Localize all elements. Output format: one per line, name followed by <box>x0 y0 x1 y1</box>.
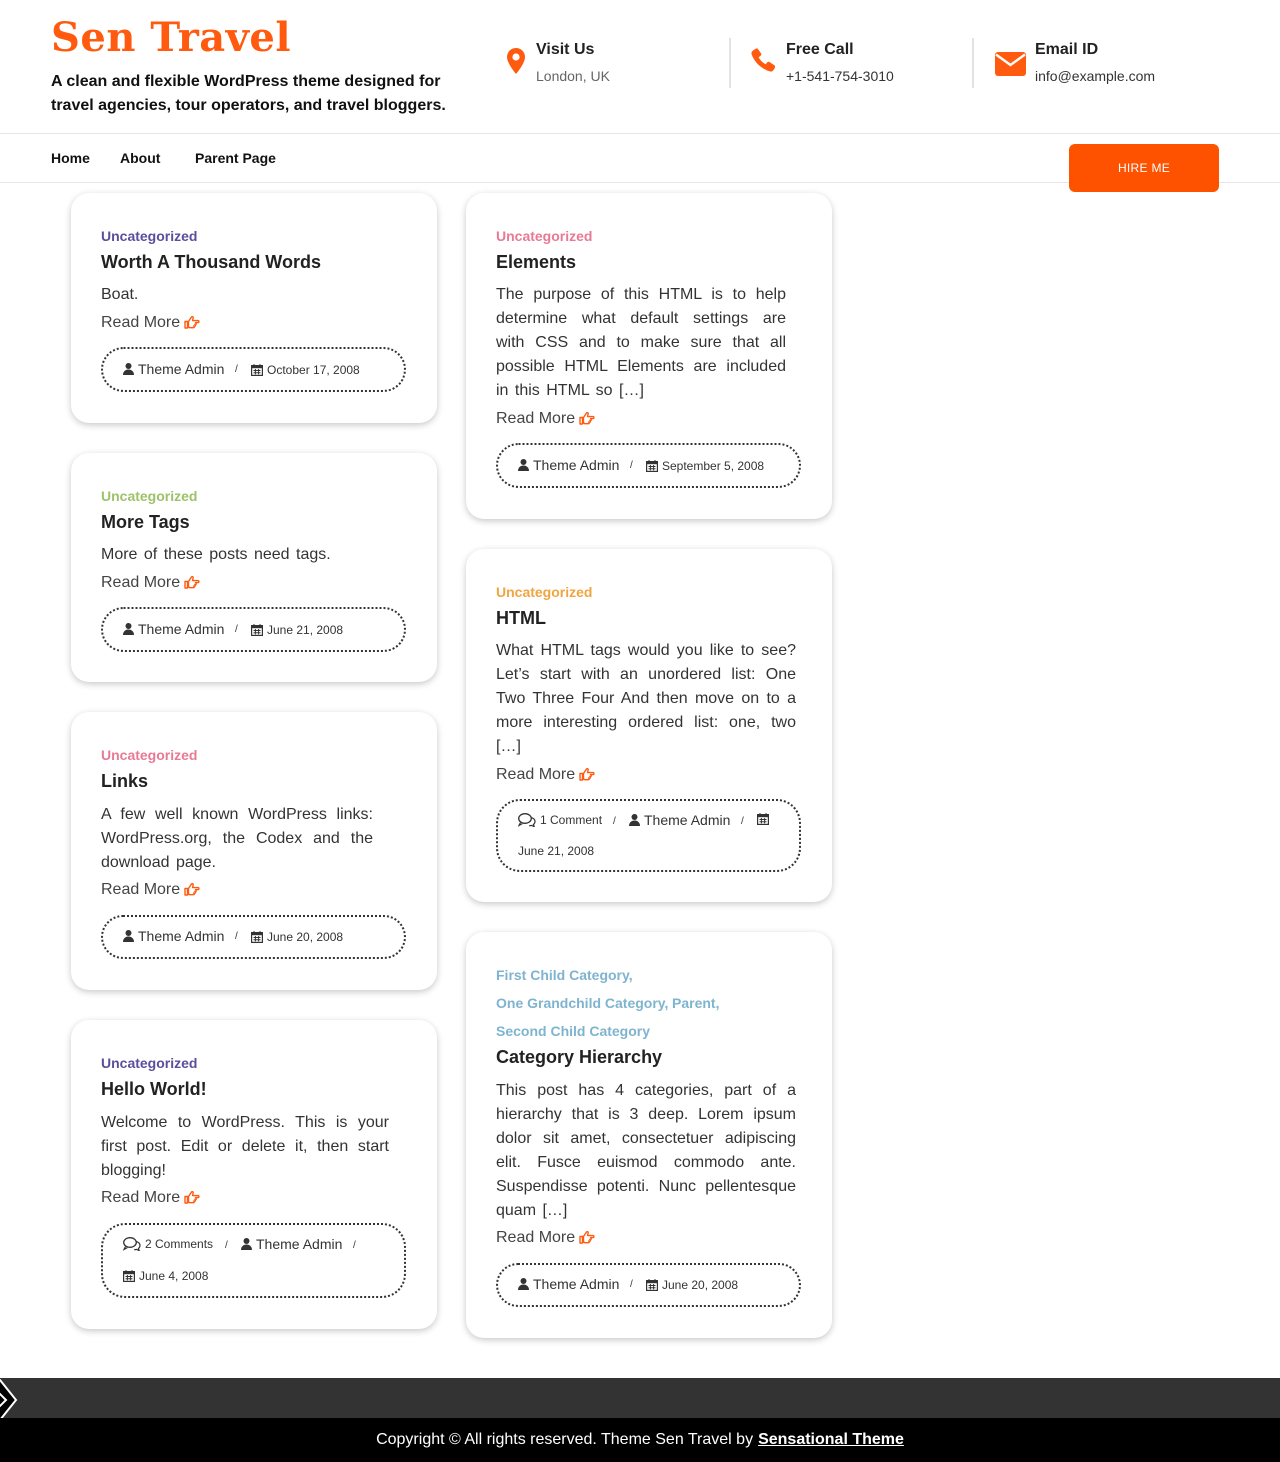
copyright-text: Copyright © All rights reserved. Theme Sen Travel by <box>376 1431 754 1448</box>
contact-visit <box>507 38 731 88</box>
phone-icon <box>751 48 775 77</box>
read-more-label: Read More <box>496 1229 576 1246</box>
post-meta <box>101 915 406 959</box>
calendar-icon <box>251 364 263 376</box>
read-more-label: Read More <box>101 881 181 898</box>
hand-point-right-icon <box>184 883 200 896</box>
read-more-link[interactable] <box>496 1229 595 1247</box>
post-card <box>466 193 832 519</box>
post-title[interactable]: More Tags <box>101 512 190 532</box>
post-date-text: June 20, 2008 <box>662 1278 739 1292</box>
user-icon <box>123 623 134 635</box>
user-icon <box>518 1278 529 1290</box>
contact-email-title: Email ID <box>1035 41 1099 58</box>
footer-widgets <box>0 1378 1280 1418</box>
calendar-icon-link[interactable] <box>757 813 773 825</box>
meta-separator: / <box>353 1240 356 1251</box>
user-icon <box>629 814 640 826</box>
user-icon <box>518 459 529 471</box>
post-excerpt: A few well known WordPress links: WordPress.org, the Codex and the download page. <box>101 806 373 871</box>
post-author[interactable] <box>629 812 730 828</box>
post-author[interactable] <box>123 928 224 944</box>
meta-separator: / <box>235 364 238 375</box>
post-date-text: June 20, 2008 <box>267 930 344 944</box>
post-date[interactable] <box>251 363 360 377</box>
post-date[interactable] <box>251 930 343 944</box>
post-card <box>466 932 832 1338</box>
post-card <box>466 549 832 902</box>
read-more-link[interactable] <box>101 314 200 332</box>
post-category[interactable]: Uncategorized <box>101 488 198 504</box>
calendar-icon <box>646 460 658 472</box>
read-more-label: Read More <box>496 410 576 427</box>
contact-visit-title: Visit Us <box>536 41 595 58</box>
post-meta <box>101 607 406 652</box>
post-card <box>71 712 437 990</box>
hire-me-button[interactable]: HIRE ME <box>1069 144 1219 192</box>
hand-point-right-icon <box>184 1191 200 1204</box>
post-author[interactable] <box>518 457 619 473</box>
post-date[interactable] <box>646 459 764 473</box>
nav-item-home[interactable]: Home <box>51 150 90 166</box>
read-more-link[interactable] <box>101 881 200 899</box>
user-icon <box>123 930 134 942</box>
post-category[interactable]: First Child Category, <box>496 967 633 983</box>
post-category[interactable]: Uncategorized <box>496 584 593 600</box>
post-comments-count: 2 Comments <box>145 1237 214 1251</box>
post-author-name: Theme Admin <box>533 1276 620 1292</box>
site-header <box>0 0 1280 134</box>
post-date[interactable] <box>646 1278 738 1292</box>
post-title[interactable]: Links <box>101 771 149 791</box>
post-excerpt: Boat. <box>101 286 139 303</box>
read-more-link[interactable] <box>101 1189 200 1207</box>
post-category[interactable]: One Grandchild Category, <box>496 995 669 1011</box>
post-date[interactable] <box>251 623 343 637</box>
post-category[interactable]: Second Child Category <box>496 1023 651 1039</box>
post-card <box>71 193 437 423</box>
post-date[interactable] <box>518 844 594 858</box>
post-author[interactable] <box>123 621 224 637</box>
calendar-icon <box>646 1279 658 1291</box>
read-more-label: Read More <box>101 314 181 331</box>
post-title[interactable]: Hello World! <box>101 1079 207 1099</box>
post-date[interactable] <box>123 1269 208 1283</box>
post-title[interactable]: HTML <box>496 608 546 628</box>
site-tagline: A clean and flexible WordPress theme designed for travel agencies, tour operators, and travel bloggers. <box>51 73 446 114</box>
calendar-icon <box>757 813 769 825</box>
envelope-icon <box>995 52 1026 81</box>
post-card <box>71 1020 437 1329</box>
post-date-text: June 21, 2008 <box>518 844 595 858</box>
map-marker-icon <box>507 48 525 79</box>
read-more-label: Read More <box>101 1189 181 1206</box>
post-title[interactable]: Worth A Thousand Words <box>101 252 321 272</box>
calendar-icon <box>251 931 263 943</box>
nav-item-about[interactable]: About <box>120 150 161 166</box>
post-category[interactable]: Uncategorized <box>101 1055 198 1071</box>
read-more-link[interactable] <box>496 410 595 428</box>
post-category[interactable]: Uncategorized <box>101 228 198 244</box>
post-title[interactable]: Category Hierarchy <box>496 1047 663 1067</box>
contact-call-value[interactable]: +1-541-754-3010 <box>786 68 894 84</box>
post-author-name: Theme Admin <box>138 621 225 637</box>
meta-separator: / <box>630 460 633 471</box>
scroll-to-top-icon[interactable] <box>0 1378 20 1422</box>
contact-call <box>751 38 974 88</box>
hand-point-right-icon <box>579 768 595 781</box>
read-more-label: Read More <box>496 766 576 783</box>
comments-icon <box>518 813 536 827</box>
contact-email <box>995 38 1215 88</box>
read-more-link[interactable] <box>101 574 200 592</box>
meta-separator: / <box>235 931 238 942</box>
calendar-icon <box>123 1270 135 1282</box>
hand-point-right-icon <box>579 1231 595 1244</box>
post-author-name: Theme Admin <box>533 457 620 473</box>
post-meta <box>496 1263 801 1307</box>
contact-call-title: Free Call <box>786 41 854 58</box>
read-more-link[interactable] <box>496 766 595 784</box>
meta-separator: / <box>225 1240 228 1251</box>
contact-visit-value: London, UK <box>536 68 610 84</box>
post-excerpt: More of these posts need tags. <box>101 546 331 563</box>
post-excerpt: This post has 4 categories, part of a hierarchy that is 3 deep. Lorem ipsum dolor sit amet, consectetuer adipiscing elit. Fusce euismod commodo ante. Suspendisse potenti. Nunc pellentesque quam […] <box>496 1082 796 1219</box>
post-author-name: Theme Admin <box>644 812 731 828</box>
post-meta <box>101 347 406 392</box>
meta-separator: / <box>741 816 744 827</box>
post-meta <box>101 1223 406 1298</box>
post-title[interactable]: Elements <box>496 252 577 272</box>
post-author[interactable] <box>123 361 224 377</box>
user-icon <box>123 363 134 375</box>
contact-email-value[interactable]: info@example.com <box>1035 68 1156 84</box>
hand-point-right-icon <box>184 316 200 329</box>
meta-separator: / <box>235 624 238 635</box>
post-card <box>71 453 437 682</box>
post-date-text: October 17, 2008 <box>267 363 360 377</box>
post-category[interactable]: Uncategorized <box>496 228 593 244</box>
post-date-text: June 21, 2008 <box>267 623 344 637</box>
user-icon <box>241 1238 252 1250</box>
post-date-text: June 4, 2008 <box>139 1269 209 1283</box>
sensational-theme-link[interactable]: Sensational Theme <box>758 1431 904 1448</box>
hand-point-right-icon <box>184 576 200 589</box>
post-author-name: Theme Admin <box>256 1236 343 1252</box>
site-title[interactable]: Sen Travel <box>51 14 292 61</box>
read-more-label: Read More <box>101 574 181 591</box>
hand-point-right-icon <box>579 412 595 425</box>
post-comments-count: 1 Comment <box>540 813 603 827</box>
post-meta <box>496 443 801 488</box>
calendar-icon <box>251 624 263 636</box>
meta-separator: / <box>630 1279 633 1290</box>
post-comments[interactable] <box>123 1237 213 1251</box>
footer-copyright <box>0 1418 1280 1462</box>
post-excerpt: What HTML tags would you like to see? Let’s start with an unordered list: One Two Three Four And then move on to a more interesting ordered list: one, two […] <box>496 642 796 755</box>
post-author-name: Theme Admin <box>138 928 225 944</box>
post-comments[interactable] <box>518 813 602 827</box>
nav-item-parent-page[interactable]: Parent Page <box>195 150 276 166</box>
post-author[interactable] <box>518 1276 619 1292</box>
meta-separator: / <box>613 816 616 827</box>
post-meta <box>496 799 801 872</box>
post-excerpt: Welcome to WordPress. This is your first post. Edit or delete it, then start blogging! <box>101 1114 389 1179</box>
post-category[interactable]: Parent, <box>672 995 720 1011</box>
post-date-text: September 5, 2008 <box>662 459 765 473</box>
post-excerpt: The purpose of this HTML is to help determine what default settings are with CSS and to make sure that all possible HTML Elements are included in this HTML so […] <box>496 286 786 399</box>
post-author[interactable] <box>241 1236 342 1252</box>
post-category[interactable]: Uncategorized <box>101 747 198 763</box>
post-author-name: Theme Admin <box>138 361 225 377</box>
comments-icon <box>123 1237 141 1251</box>
